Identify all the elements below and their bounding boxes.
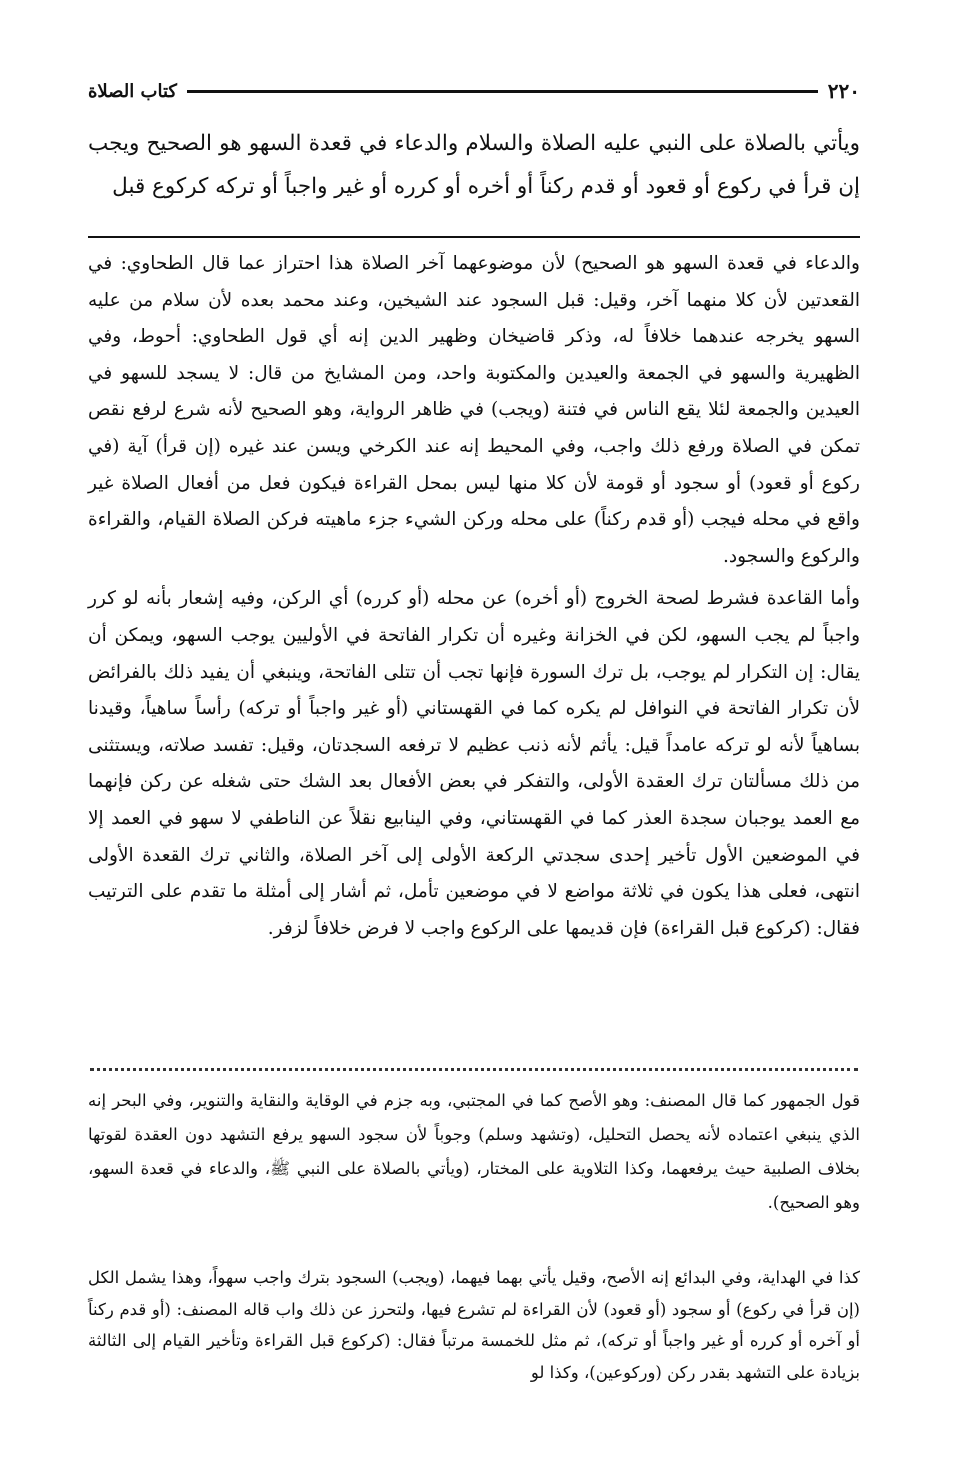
main-divider xyxy=(88,236,860,238)
page-header xyxy=(88,76,860,106)
commentary xyxy=(88,246,860,947)
commentary-paragraph: وأما القاعدة فشرط لصحة الخروج (أو أخره) عن محله (أو كرره) أي الركن، وفيه إشعار بأنه لو كرر واجباً لم يجب السهو، لكن في الخزانة وغيره أن تكرار الفاتحة في الأوليين يوجب السهو، ويمكن أن يقال: إن التكرار لم يوجب، بل ترك السورة فإنها تجب أن تتلى الفاتحة، وينبغي أن يفيد ذلك بالفرائض لأن تكرار الفاتحة في النوافل لم يكره كما في القهستاني (أو غير واجباً أو تركه) رأساً ساهياً، وقيدنا بساهياً لأنه لو تركه عامداً قيل: يأثم لأنه ذنب عظيم لا ترفعه السجدتان، وقيل: تفسد صلاته، ويستثنى من ذلك مسألتان ترك العقدة الأولى، والتفكر في بعض الأفعال بعد الشك حتى شغله عن ركن فإنهما مع العمد يوجبان سجدة العذر كما في القهستاني، وفي الينابيع نقلاً عن الناطفي لا سهو في العمد إلا في الموضعين الأول تأخير إحدى سجدتي الركعة الأولى إلى آخر الصلاة، والثاني ترك القعدة الأولى انتهى، فعلى هذا يكون في ثلاثة مواضع لا في موضعين تأمل، ثم أشار إلى أمثلة ما تقدم على الترتيب فقال: (كركوع قبل القراءة) فإن قديمها على الركوع واجب لا فرض خلافاً لزفر. xyxy=(88,588,860,939)
footnote-paragraph xyxy=(88,1084,860,1220)
note-paragraph: كذا في الهداية، وفي البدائع إنه الأصح، وقيل يأتي بهما فيهما، (ويجب) السجود بترك واجب سهواً، وهذا يشمل الكل (إن قرأ في ركوع) أو سجود (أو قعود) لأن القراءة لم تشرع فيها، ولتحرز عن ذلك واب قاله المصنف: (أو قدم ركناً أو آخره أو كرره أو غير واجباً أو تركه)، ثم مثل للخمسة مرتباً فقال: (كركوع قبل القراءة وتأخير القيام إلى الثالثة بزيادة على التشهد بقدر ركن (وركوعين)، وكذا لو xyxy=(88,1268,860,1382)
main-paragraph: ويأتي بالصلاة على النبي عليه الصلاة والسلام والدعاء في قعدة السهو هو الصحيح ويجب إن قرأ في ركوع أو قعود أو قدم ركناً أو أخره أو كرره أو غير واجباً أو تركه كركوع قبل xyxy=(88,131,860,199)
main-text xyxy=(88,122,860,208)
dotted-divider xyxy=(90,1068,858,1071)
commentary-paragraph: والدعاء في قعدة السهو هو الصحيح) لأن موضوعهما آخر الصلاة هذا احتراز عما قال الطحاوي: في القعدتين لأن كلا منهما آخر، وقيل: قبل السجود عند الشيخين، وعند محمد بعده لأن سلام من عليه السهو يخرجه عندهما خلافاً له، وذكر قاضيخان وظهير الدين إنه أي قول الطحاوي: أحوط، وفي الظهيرية والسهو في الجمعة والعيدين والمكتوبة واحد، ومن المشايخ من قال: لا يسجد للسهو في العيدين والجمعة لئلا يقع الناس في فتنة (ويجب) في ظاهر الرواية، وهو الصحيح لأنه شرع لرفع نقص تمكن في الصلاة ورفع ذلك واجب، وفي المحيط إنه عند الكرخي ويسن عند غيره (إن قرأ) آية (في ركوع أو قعود) أو سجود أو قومة لأن كلا منها ليس بمحل القراءة فيكون فعل من أفعال الصلاة غير واقع في محله فيجب (أو قدم ركناً) على محله وركن الشيء جزء ماهيته فركن الصلاة القيام، والقراءة والركوع والسجود. xyxy=(88,253,860,567)
header-rule xyxy=(187,90,818,93)
note-paragraph: قول الجمهور كما قال المصنف: وهو الأصح كما في المجتبي، وبه جزم في الوقاية والنقاية والتنوير، وفي البحر إنه الذي ينبغي اعتماده لأنه يحصل التحليل، (وتشهد وسلم) وجوباً لأن سجود السهو يرفع التشهد دون العقدة لقوتها بخلاف الصلبية حيث يرفعهما، وكذا التلاوية على المختار، (ويأتي بالصلاة على النبي ﷺ، والدعاء في قعدة السهو، وهو الصحيح). xyxy=(88,1091,860,1212)
footnote-paragraph-2 xyxy=(88,1262,860,1388)
book-title: كتاب الصلاة xyxy=(88,80,177,102)
page-number: ٢٢٠ xyxy=(827,79,860,103)
